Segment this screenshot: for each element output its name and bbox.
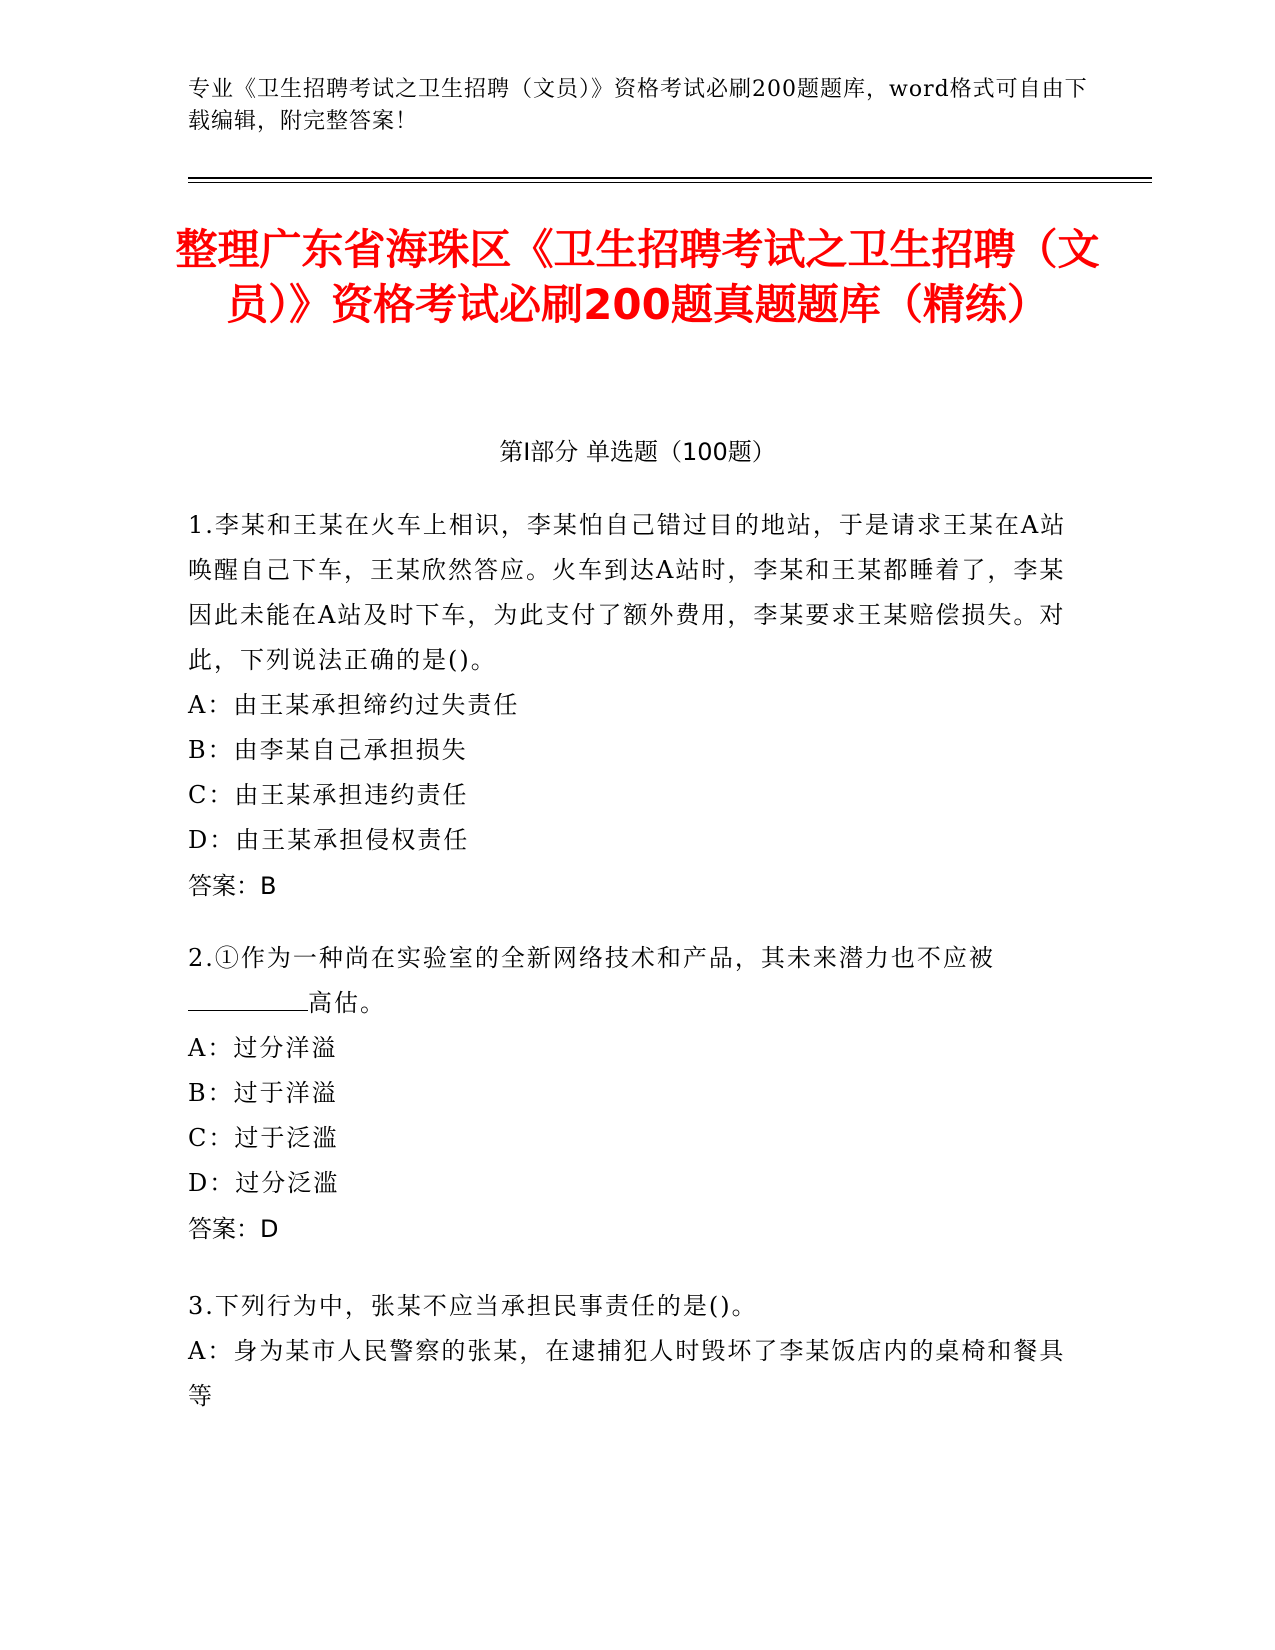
option-a: A：由王某承担缔约过失责任 [188,691,520,719]
question-text-after-blank: 高估。 [308,989,386,1017]
option-b: B：过于洋溢 [188,1079,338,1107]
question-3 [188,1284,1068,1419]
option-a: A：身为某市人民警察的张某，在逮捕犯人时毁坏了李某饭店内的桌椅和餐具等 [188,1337,1066,1410]
answer: 答案：D [188,1215,279,1243]
header-divider-thin [188,182,1152,183]
option-a: A：过分洋溢 [188,1034,338,1062]
question-text: 3.下列行为中，张某不应当承担民事责任的是()。 [188,1292,758,1320]
document-title: 整理广东省海珠区《卫生招聘考试之卫生招聘（文员）》资格考试必刷200题真题题库（精练） [175,225,1100,329]
question-text: 1.李某和王某在火车上相识，李某怕自己错过目的地站，于是请求王某在A站唤醒自己下车，王某欣然答应。火车到达A站时，李某和王某都睡着了，李某因此未能在A站及时下车，为此支付了额外费用，李某要求王某赔偿损失。对此，下列说法正确的是()。 [188,511,1067,674]
option-d: D：由王某承担侵权责任 [188,826,470,854]
answer: 答案：B [188,872,277,900]
fill-in-blank [188,984,308,1011]
header-divider [188,177,1152,179]
question-2 [188,936,1068,1252]
option-b: B：由李某自己承担损失 [188,736,468,764]
option-c: C：由王某承担违约责任 [188,781,469,809]
question-text [188,936,1068,1026]
option-c: C：过于泛滥 [188,1124,339,1152]
question-1 [188,503,1068,909]
question-text-before-blank: 2.①作为一种尚在实验室的全新网络技术和产品，其未来潜力也不应被 [188,944,995,972]
header-note: 专业《卫生招聘考试之卫生招聘（文员）》资格考试必刷200题题库，word格式可自由下载编辑，附完整答案！ [188,77,1088,134]
section-title: 第Ⅰ部分 单选题（100题） [499,438,776,466]
option-d: D：过分泛滥 [188,1169,340,1197]
